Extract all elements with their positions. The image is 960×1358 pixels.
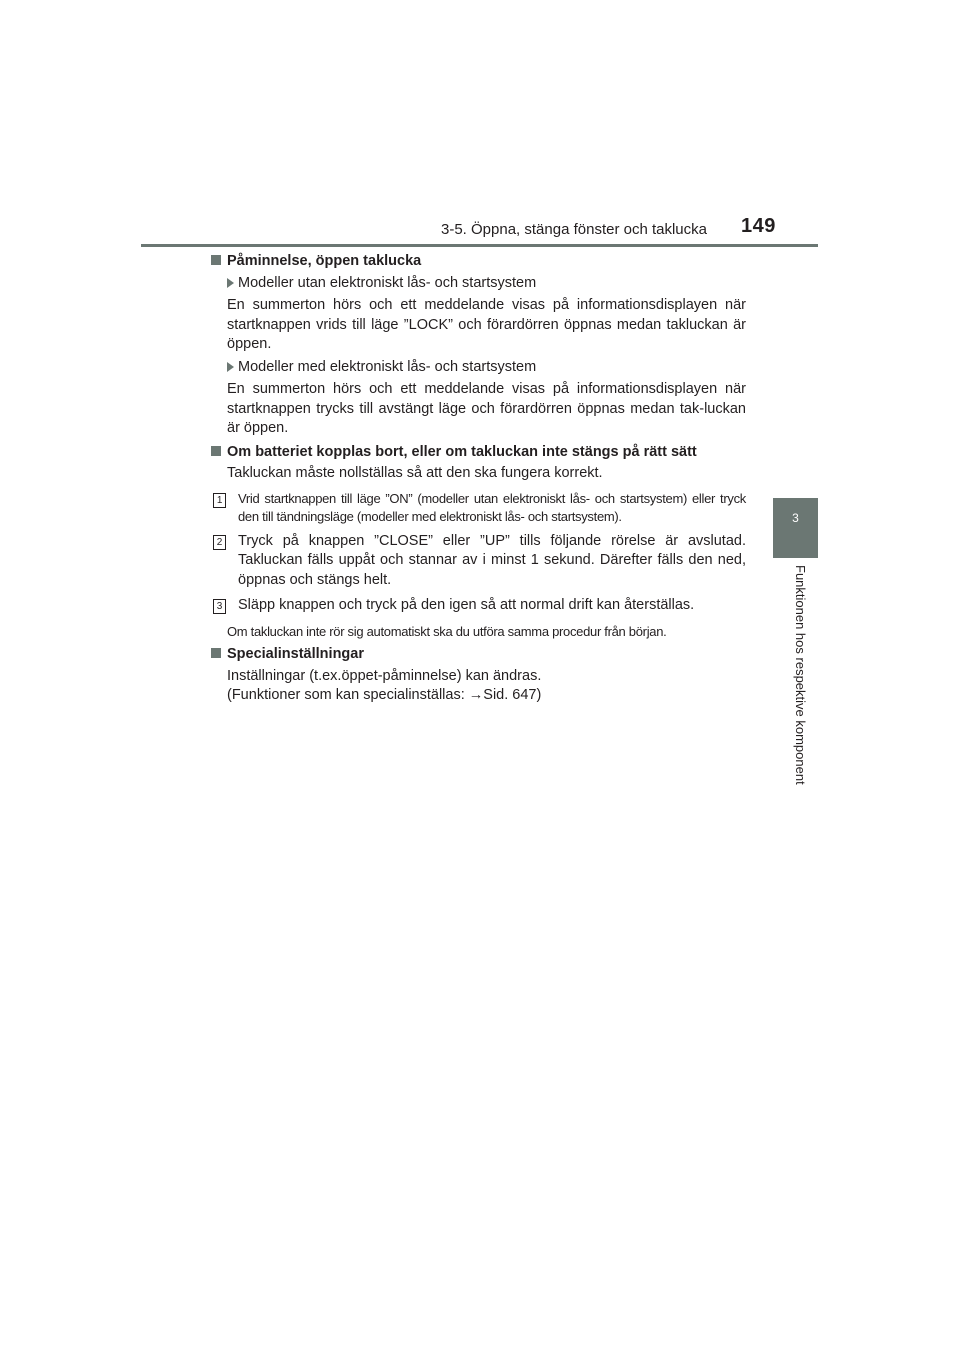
step-number: 1 xyxy=(213,493,226,508)
step-text: Släpp knappen och tryck på den igen så att normal drift kan återställas. xyxy=(238,597,695,613)
triangle-bullet-icon xyxy=(227,278,234,288)
chapter-tab xyxy=(773,498,818,558)
paragraph: Inställningar (t.ex.öppet-påminnelse) kan ändras. xyxy=(227,667,542,684)
section-heading-custom xyxy=(211,645,746,665)
header-divider xyxy=(141,244,818,247)
square-bullet-icon xyxy=(211,446,221,456)
model-variant-text: Modeller utan elektroniskt lås- och startsystem xyxy=(238,274,537,291)
step-item xyxy=(211,532,746,591)
step-item xyxy=(211,490,746,526)
step-number: 3 xyxy=(213,599,226,614)
paragraph: En summerton hörs och ett meddelande visas på informationsdisplayen när startknappen trycks till avstängt läge och förardörren öppnas medan tak-luckan är öppen. xyxy=(227,381,746,436)
step-text: Tryck på knappen ”CLOSE” eller ”UP” tills följande rörelse är avslutad. Takluckan fälls uppåt och stannar av i minst 1 sekund. Därefter fälls den ned, öppnas och stängs helt. xyxy=(238,532,746,588)
model-variant-label xyxy=(211,358,746,378)
step-item xyxy=(211,596,746,616)
heading-text: Om batteriet kopplas bort, eller om takluckan inte stängs på rätt sätt xyxy=(227,443,697,460)
paragraph: En summerton hörs och ett meddelande visas på informationsdisplayen när startknappen vrids till läge ”LOCK” och förardörren öppnas medan takluckan är öppen. xyxy=(227,297,746,352)
page-number: 149 xyxy=(741,215,776,237)
page-header-title: 3-5. Öppna, stänga fönster och taklucka xyxy=(441,221,707,238)
heading-text: Påminnelse, öppen taklucka xyxy=(227,253,422,269)
page-content xyxy=(211,252,746,706)
section-heading-reminder xyxy=(211,252,746,272)
chapter-number: 3 xyxy=(792,511,799,525)
note-text: Om takluckan inte rör sig automatiskt ska du utföra samma procedur från början. xyxy=(227,623,667,639)
triangle-bullet-icon xyxy=(227,362,234,372)
model-variant-label xyxy=(211,274,746,294)
model-variant-text: Modeller med elektroniskt lås- och startsystem xyxy=(238,358,537,375)
heading-text: Specialinställningar xyxy=(227,646,364,662)
step-number: 2 xyxy=(213,535,226,550)
square-bullet-icon xyxy=(211,255,221,265)
step-text: Vrid startknappen till läge ”ON” (modeller utan elektroniskt lås- och startsystem) eller tryck den till tändningsläge (modeller med elektroniskt lås- och startsystem). xyxy=(238,490,746,524)
chapter-side-label: Funktionen hos respektive komponent xyxy=(793,565,808,785)
square-bullet-icon xyxy=(211,648,221,658)
paragraph: Takluckan måste nollställas så att den ska fungera korrekt. xyxy=(227,465,603,481)
section-heading-battery xyxy=(211,443,746,463)
page-reference: (Funktioner som kan specialinställas: →Sid. 647) xyxy=(227,687,542,703)
